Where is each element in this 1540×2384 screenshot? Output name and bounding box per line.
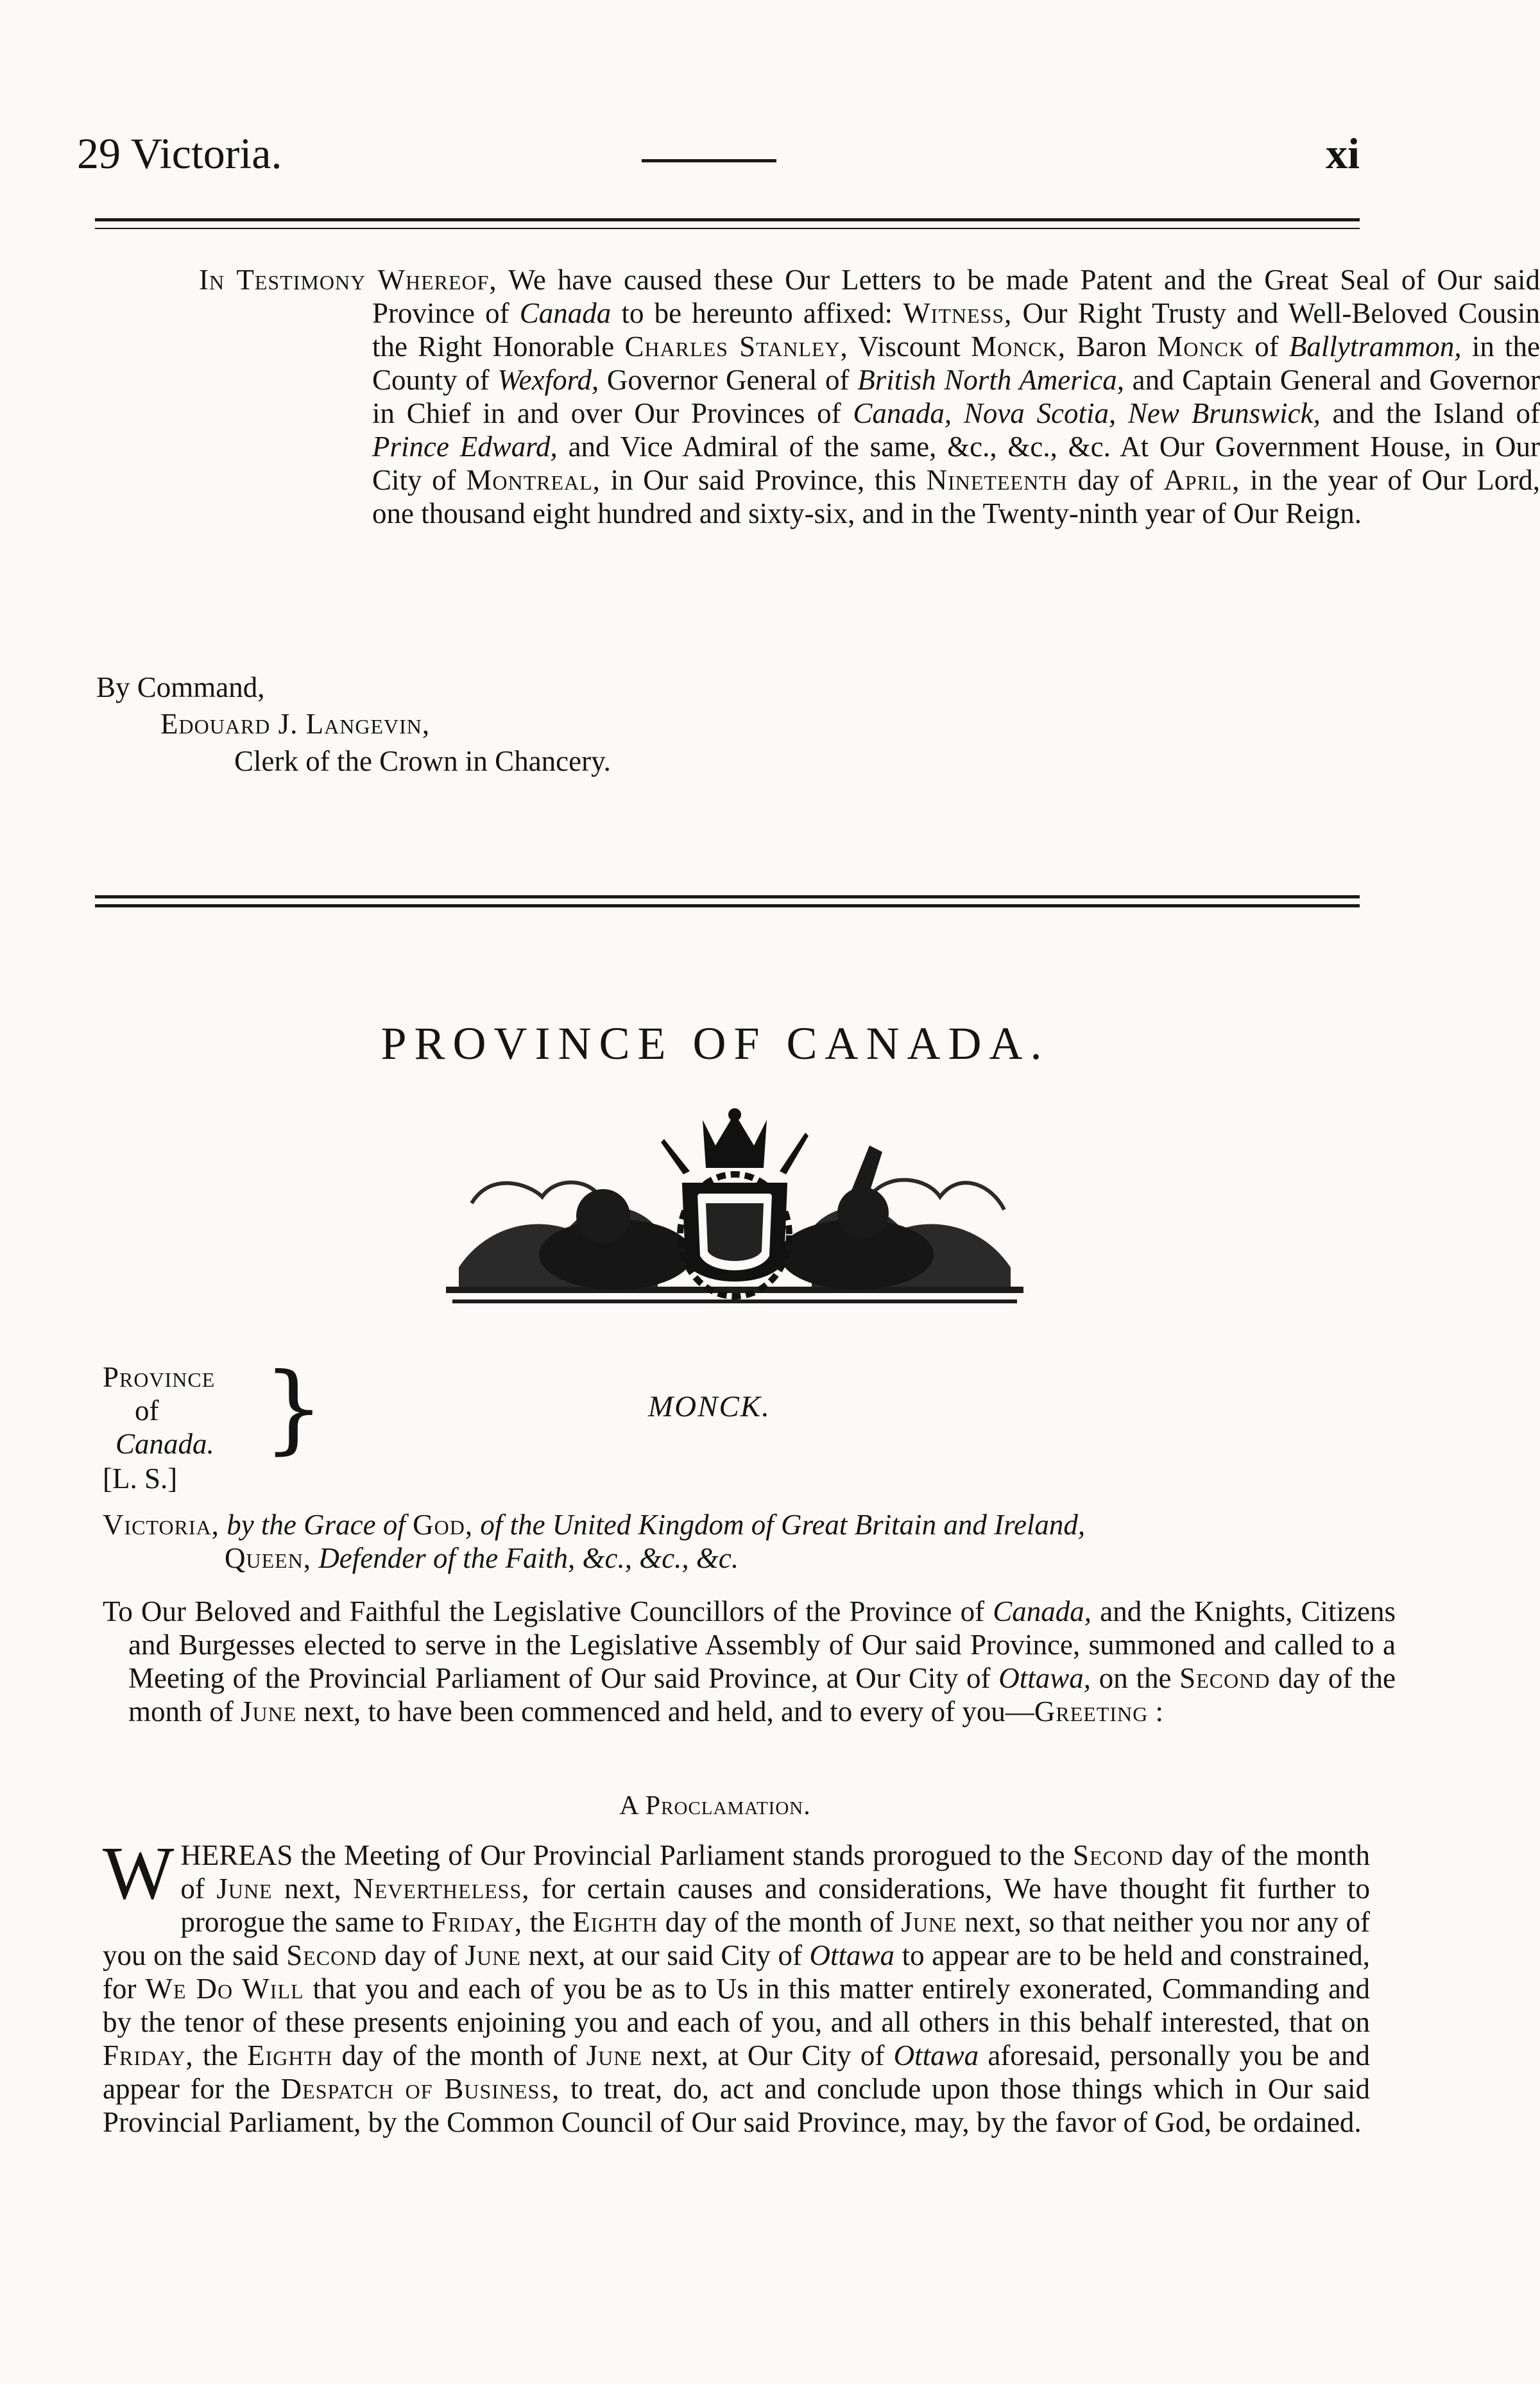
governor-signature: MONCK. xyxy=(648,1390,771,1423)
proclamation-heading: A Proclamation. xyxy=(619,1791,811,1821)
header-regnal-year: 29 Victoria. xyxy=(77,129,282,178)
brace-icon: } xyxy=(263,1353,325,1464)
header-page-number: xi xyxy=(1326,129,1360,178)
signatory-name: Edouard J. Langevin, xyxy=(160,708,431,740)
drop-capital: W xyxy=(103,1831,175,1915)
header-double-rule xyxy=(95,218,1360,229)
province-line-3: Canada. xyxy=(116,1428,214,1460)
province-line-2: of xyxy=(135,1394,159,1427)
header-ornament-rule xyxy=(642,159,776,162)
royal-style: Victoria, by the Grace of God, of the United Kingdom of Great Britain and Ireland, Queen, Defender of the Faith, &c., &c., &c. xyxy=(103,1509,1086,1574)
province-line-1: Province xyxy=(103,1361,216,1393)
by-command: By Command, xyxy=(96,671,265,703)
proclamation-title: PROVINCE OF CANADA. xyxy=(381,1018,1050,1069)
running-header xyxy=(77,128,1360,186)
seal-mark: [L. S.] xyxy=(103,1462,178,1495)
testimony-paragraph: In Testimony Whereof, We have caused these Our Letters to be made Patent and the Great Seal of Our said Province of Canada to be hereunto affixed: Witness, Our Right Trusty and Well-Beloved Cousin the Right Honorable Charles Stanley, Viscount Monck, Baron Monck of Ballytrammon, in the County of Wexford, Governor General of British North America, and Captain General and Governor in Chief in and over Our Provinces of Canada, Nova Scotia, New Brunswick, and the Island of Prince Edward, and Vice Admiral of the same, &c., &c., &c. At Our Government House, in Our City of Montreal, in Our said Province, this Nineteenth day of April, in the year of Our Lord, one thousand eight hundred and sixty-six, and in the Twenty-ninth year of Our Reign. xyxy=(199,264,1540,529)
address-paragraph: To Our Beloved and Faithful the Legislative Councillors of the Province of Canada, and the Knights, Citizens and Burgesses elected to serve in the Legislative Assembly of Our said Province, summoned and called to a Meeting of the Provincial Parliament of Our said Province, at Our City of Ottawa, on the Second day of the month of June next, to have been commenced and held, and to every of you—Greeting : xyxy=(103,1595,1396,1728)
royal-coat-of-arms-icon xyxy=(446,1107,1023,1319)
section-double-rule xyxy=(95,895,1360,907)
whereas-paragraph: WHEREAS the Meeting of Our Provincial Parliament stands prorogued to the Second day of the month of June next, Nevertheless, for certain causes and considerations, We have thought fit further to prorogue the same to Friday, the Eighth day of the month of June next, so that neither you nor any of you on the said Second day of June next, at our said City of Ottawa to appear are to be held and constrained, for We Do Will that you and each of you be as to Us in this matter entirely exonerated, Commanding and by the tenor of these presents enjoining you and each of you, and all others in this behalf interested, that on Friday, the Eighth day of the month of June next, at Our City of Ottawa aforesaid, personally you be and appear for the Despatch of Business, to treat, do, act and conclude upon those things which in Our said Provincial Parliament, by the Common Council of Our said Province, may, by the favor of God, be ordained. xyxy=(103,1831,1371,2138)
signatory-office: Clerk of the Crown in Chancery. xyxy=(234,745,611,777)
province-bracket xyxy=(103,1353,325,1464)
